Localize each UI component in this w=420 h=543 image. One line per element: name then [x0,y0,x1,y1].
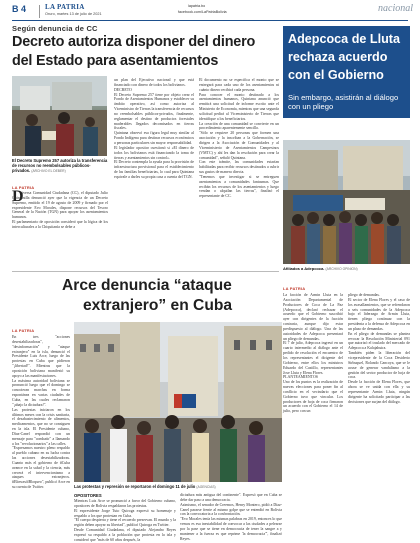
section-name: nacional [378,3,413,14]
story3-caption-text: Las protestas y represión se reportaron el domingo 11 de julio [74,484,196,489]
story3-column2: Mientras Luis Arce se pronunció a favor del Gobierno cubano, opositores de Bolivia respaldaron las protestas. El expresidente Jorge Tuto Quiroga expresó su homenaje y respaldo a los que protestan en Cuba. "El cuerpo despierta y tiene el recuerdo preservan. El mundo y la región deben apoyar su libertad", publicó Quiroga en Twitter. Desde Comunidad Ciudadana, el diputado Alejandro Reyes expresó su respaldo a la población que protesta en la isla y consideró que "más de 60 años después, la [74,499,176,542]
story1-byline: LA PATRIA [12,185,35,190]
story2-column2: pliego de demandas. El sector de Elena Flores y el caso de los avasallamientos, que se refrendaron a seis comunidades de la Adepcoca bajo el liderazgo de Armin Lluta, tienen pliego continuar con la presidenta a la defensa de Adepcoca en un plazo de demandas. En el pliego de demandas se plantea revocar la Resolución Ministerial 091 que autorizó el traslado del mercado de Adepcoca a Kalajahuira. También piden la liberación del vicepresidente de la Coca Desiderio Sirbuquel, Rolando Cancoya, que se le acuse de generar vandalismo a la gestión del sector productor de hoja de coca. Desde la facción de Elena Flores, que ahora se ve unida con ella y su representante Armin Lluta, ningún dirigente ha solicitado participar a las decisiones que surjan del diálogo. [348,293,410,404]
story3-byline: LA PATRIA [12,328,35,333]
story2-headline-line1: Adepcoca de Lluta [288,32,400,46]
story2-headline-line3: con el Gobierno [288,68,384,82]
story3-photo-caption [74,484,282,490]
story1-kicker: Según denuncia de CC [12,24,98,33]
story3-headline-line1: Arce denuncia “ataque [62,277,232,294]
story1-caption-credit: (ARCHIVO EL DEBER) [31,169,66,173]
story3-photo-illustration [74,322,282,482]
story1-photo-illustration [12,76,107,156]
story1-drop-cap: D [12,188,24,205]
story3-caption-credit: (AGENCIAS) [196,485,216,489]
story2-column1: La facción de Armin Lluta en la Asociación Departamental de Productores de Coca de La Paz (Adepcoca), declaró rechazar el acuerdo que el Gobierno suscribió ayer con dirigentes de la facción contraria, aunque dijo estar predispuesto al diálogo. Una de las autoridades de Adepcoca presentará un pliego de demandas. El 7 de julio, Adepcoca ingresó en un cuarto intermedio al diálogo ante el pedido de resolución el encuentro de los representantes el dirigente del Gobierno, entre ellos los ministros Eduardo del Castillo, representantes Jose Lluta y Elena Flores. PLANTEAMIENTOS Uno de los puntos es la realización de nuevas elecciones para poner fin al conflicto en el vecindario que el Gobierno tuvo que vincular. Los productores de hoja de coca firmaron un acuerdo con el Gobierno el 14 de julio, pero con un [283,293,343,414]
story1-photo-caption [12,158,108,174]
story1-photo [12,76,107,156]
story2-subhead: Sin embargo, asistirán al diálogo con un pliego [288,93,399,111]
story1-column1: iversa Comunidad Ciudadana (CC), el diputado Julio Quintanilla denunció ayer que la vigencia de un Decreto Supremo, emitido el 19 de agosto de 2009 y firmado por el expresidente Evo Morales, dispone recursos del Tesoro General de la Nación (TGN) para apoyar los asentamientos humanos. El parlamentario de oposición consideró que la lógica de los interculturales a la Chiquitanía se debe a [12,191,108,229]
story2-caption-text: Afiliados a Adepcoca. [283,266,325,271]
story2-photo-caption [283,266,410,272]
story1-caption-text: El Decreto Supremo 257 autoriza la transferencia de recursos no reembolsables públicos-privados. [12,158,108,173]
page-badge: B 4 [12,4,27,14]
story3-headline-line2: extranjero” en Cuba [83,297,233,314]
story2-byline: LA PATRIA [283,286,306,291]
story1-column2: un plan del Ejecutivo nacional y que está financiado con dinero de todos los bolivianos. DECRETO El Decreto Supremo 257 tiene por objeto crear el Fondo de Asentamientos Humanos y establecer su ámbito operativo, así como autoriza al Viceministro de Tierras la transferencia de recursos no reembolsables públicos-privados, finalmente, reglamentar el destino de productos forestales maderables llegados decomisados en tierras fiscales. Quintana observó esa figura legal muy similar al Fondo Indígena para destinar recursos económicos a personas particulares sin mayor responsabilidad. El legislador opositor cuestionó si «El dinero de todos los bolivianos está financiando la toma de tierras y asentamientos sin control». El Decreto contempla la ayuda para la provisión de infraestructura provisional para el establecimiento de las familias beneficiarias, lo cual para Quintana equivale a darles su propia casa a cuenta del TGN. [114,78,194,179]
story2-photo-illustration [283,140,410,264]
story1-headline-line1: Decreto autoriza disponer del dinero [12,34,256,50]
story3-photo [74,322,282,482]
story1-column3: El documento no se especifica el monto que se entregará para cada uno de los asentamientos ni cuánto dinero recibirá cada persona. Para conocer el monto destinado a los asentamientos humanos, Quintana anunció que remitirá una solicitud de informe escrito ante el Ministerio de Economía, mientras que una segunda solicitud pedirá al Viceministerio de Tierras que identifique a los beneficiarios. La creación de una comunidad se convierte en un procedimiento aparentemente sencillo. "Sólo se requiere 20 personas que formen una asociación y la inscriban a la Gobernación, se dirigen a la Asociación de Comunidades y al Viceministerio de Asentamientos Campesinos (VMTC) y ahí les dan la resolución para crear la comunidad", señaló Quintana. Con este trámite, las comunidades estarían habilitadas para recibir recursos destinados a cubrir sus gastos de manera directa. "Tenemos que investigar si se entreguen asentamientos a comunidades fantasmas. Que recibán los recursos de los asentamientos y luego vendan o alquilan las tierras", finalizó el representante de CC. [199,78,279,199]
masthead-rule [39,5,40,18]
masthead [0,0,420,21]
story2-caption-credit: (ARCHIVO OPINION) [325,267,358,271]
story1-headline-line2: del Estado para asentamientos [12,53,219,69]
story3-column1: En tres "acciones desestabilizadoras", "desinformación" y "ataque extranjero" en la isla, denunció el Presidente Luis Arce, luego de las protestas en Cuba que pidieron "¡libertad!". Mientras que la oposición boliviana manifestó su apoyo a las manifestaciones. La máxima autoridad boliviana se pronunció luego que el domingo se conocieran marchas en forma espontánea en varias ciudades de Cuba, en las cuales reclamaron "¡abajo la dictadura!". Las protestas iniciaron en los últimos meses con la crisis sanitaria, el desabastecimiento de alimentos, medicamentos, que no se consiguen en la isla. El Presidente cubano, Díaz-Canel respondió con un mensaje para "combatir" a llamando a los "revolucionarios" a las calles. "Expresamos nuestro pleno respaldo al pueblo cubano en su lucha contra las acciones desestabilizadoras. Cuanto más el gobierno de #Cuba avance en la salud y la ciencia, más crecerá el intervencionismo a ataques extranjeros. #ElinvasólBloqueo", publicó Arce en su cuenta de Twitter. [12,335,70,490]
story3-subhead-opositores: OPOSITORES [74,493,102,498]
story2-headline-line2: rechaza acuerdo [288,50,388,64]
story3-column3: dictadura más antigua del continente". Expresó que en Cuba se debe dar paso a una democracia. Asimismo, el senador de Creemos, Henry Montero, pidió a Díaz-Canel pararse frente al mismo golpe que se entendió en Bolivia con la convocatoria a la confrontación. "Evo Morales tenía las mismas palabras en 2019, entonces lo que vemos es esa inestabilidad de convocar a las ciudades a pelearse por la pase que se tiene en democracia de tener la sangre a y mantener a la fuerza es que reprime 'la democracia'", finalizó Reyes. [180,493,282,541]
header-rule [12,20,408,21]
story-divider [12,271,279,272]
story2-photo [283,140,410,264]
date-line: Oruro, martes 13 de julio de 2021 [45,12,102,16]
paper-name: LA PATRIA [45,3,85,11]
social-facebook: facebook.com/LaPatriaBolivia [178,10,227,14]
social-website: lapatria.bo [188,4,206,8]
